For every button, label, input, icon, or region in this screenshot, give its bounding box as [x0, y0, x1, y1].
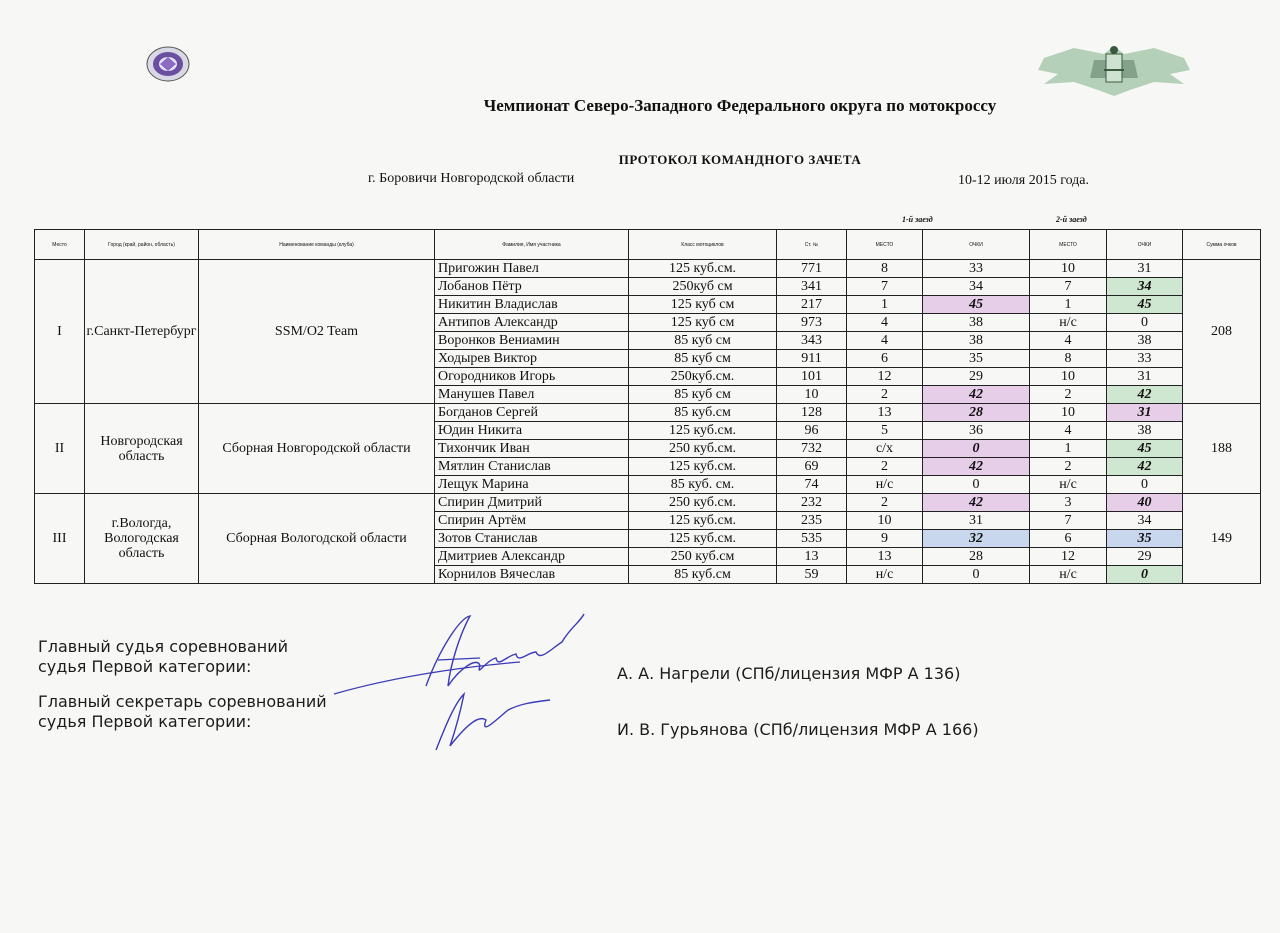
- col-header: Наименование команды (клуба): [199, 230, 435, 260]
- race1-place-cell: 5: [847, 422, 923, 440]
- rider-class-cell: 250 куб.см.: [629, 494, 777, 512]
- race1-place-cell: н/с: [847, 566, 923, 584]
- document-title: Чемпионат Северо-Западного Федерального округа по мотокроссу: [483, 96, 997, 115]
- rider-class-cell: 125 куб см: [629, 314, 777, 332]
- race1-points-cell: 34: [923, 278, 1030, 296]
- race1-place-cell: 2: [847, 386, 923, 404]
- secretary-signature: [420, 680, 560, 760]
- rider-class-cell: 125 куб.см.: [629, 512, 777, 530]
- rider-name-cell: Пригожин Павел: [435, 260, 629, 278]
- race1-points-cell: 28: [923, 404, 1030, 422]
- rider-name-cell: Огородников Игорь: [435, 368, 629, 386]
- rider-number-cell: 732: [777, 440, 847, 458]
- rider-name-cell: Воронков Вениамин: [435, 332, 629, 350]
- rider-name-cell: Богданов Сергей: [435, 404, 629, 422]
- race2-points-cell: 40: [1107, 494, 1183, 512]
- team-results-table: [34, 229, 1261, 584]
- rider-number-cell: 217: [777, 296, 847, 314]
- rider-name-cell: Мятлин Станислав: [435, 458, 629, 476]
- race2-place-cell: 10: [1030, 368, 1107, 386]
- race2-points-cell: 45: [1107, 296, 1183, 314]
- race2-points-cell: 38: [1107, 422, 1183, 440]
- rider-name-cell: Дмитриев Александр: [435, 548, 629, 566]
- team-sum-cell: 149: [1183, 494, 1261, 584]
- race2-points-cell: 34: [1107, 278, 1183, 296]
- race2-place-cell: 4: [1030, 332, 1107, 350]
- race1-place-cell: 13: [847, 548, 923, 566]
- rider-number-cell: 13: [777, 548, 847, 566]
- team-sum-cell: 208: [1183, 260, 1261, 404]
- table-header-row: [35, 230, 1261, 260]
- race-1-label: 1-й заезд: [902, 215, 933, 224]
- race1-points-cell: 35: [923, 350, 1030, 368]
- race2-points-cell: 33: [1107, 350, 1183, 368]
- race1-place-cell: 4: [847, 314, 923, 332]
- rider-name-cell: Манушев Павел: [435, 386, 629, 404]
- rider-class-cell: 85 куб см: [629, 386, 777, 404]
- federation-emblem-icon: [146, 46, 190, 82]
- race2-place-cell: 12: [1030, 548, 1107, 566]
- race1-place-cell: 9: [847, 530, 923, 548]
- race2-points-cell: 42: [1107, 458, 1183, 476]
- race2-place-cell: 1: [1030, 296, 1107, 314]
- rider-number-cell: 96: [777, 422, 847, 440]
- eagle-emblem-icon: [1034, 40, 1194, 98]
- race1-place-cell: 7: [847, 278, 923, 296]
- team-city-cell: г.Вологда, Вологодская область: [85, 494, 199, 584]
- rider-number-cell: 10: [777, 386, 847, 404]
- col-header: Место: [35, 230, 85, 260]
- race2-place-cell: н/с: [1030, 476, 1107, 494]
- rider-name-cell: Антипов Александр: [435, 314, 629, 332]
- event-location: г. Боровичи Новгородской области: [368, 171, 575, 186]
- rider-class-cell: 125 куб.см.: [629, 260, 777, 278]
- race1-points-cell: 42: [923, 494, 1030, 512]
- rider-number-cell: 343: [777, 332, 847, 350]
- race1-points-cell: 42: [923, 386, 1030, 404]
- race2-points-cell: 45: [1107, 440, 1183, 458]
- rider-number-cell: 973: [777, 314, 847, 332]
- judge-role-line-2: судья Первой категории:: [38, 657, 252, 676]
- race1-place-cell: 4: [847, 332, 923, 350]
- rider-class-cell: 85 куб см: [629, 350, 777, 368]
- rider-name-cell: Лобанов Пётр: [435, 278, 629, 296]
- race1-points-cell: 32: [923, 530, 1030, 548]
- race2-points-cell: 31: [1107, 368, 1183, 386]
- team-place-cell: II: [35, 404, 85, 494]
- col-header: МЕСТО: [1030, 230, 1107, 260]
- race2-place-cell: 1: [1030, 440, 1107, 458]
- secretary-role: [38, 692, 327, 732]
- race1-points-cell: 38: [923, 314, 1030, 332]
- secretary-role-line-1: Главный секретарь соревнований: [38, 692, 327, 711]
- rider-name-cell: Спирин Дмитрий: [435, 494, 629, 512]
- race1-place-cell: 2: [847, 458, 923, 476]
- race2-place-cell: 6: [1030, 530, 1107, 548]
- team-place-cell: I: [35, 260, 85, 404]
- rider-class-cell: 85 куб. см.: [629, 476, 777, 494]
- team-sum-cell: 188: [1183, 404, 1261, 494]
- rider-name-cell: Никитин Владислав: [435, 296, 629, 314]
- col-header: МЕСТО: [847, 230, 923, 260]
- race2-points-cell: 38: [1107, 332, 1183, 350]
- race2-points-cell: 29: [1107, 548, 1183, 566]
- table-body: [35, 260, 1261, 584]
- race1-place-cell: 12: [847, 368, 923, 386]
- col-header: ОЧКИ: [1107, 230, 1183, 260]
- team-place-cell: III: [35, 494, 85, 584]
- rider-number-cell: 341: [777, 278, 847, 296]
- judge-role-line-1: Главный судья соревнований: [38, 637, 289, 656]
- judge-name: А. А. Нагрели (СПб/лицензия МФР А 136): [617, 664, 961, 683]
- col-header: Фамилия, Имя участника: [435, 230, 629, 260]
- rider-class-cell: 250 куб.см.: [629, 440, 777, 458]
- race1-place-cell: 8: [847, 260, 923, 278]
- race2-points-cell: 0: [1107, 476, 1183, 494]
- race1-place-cell: 2: [847, 494, 923, 512]
- team-name-cell: Сборная Вологодской области: [199, 494, 435, 584]
- race2-place-cell: 4: [1030, 422, 1107, 440]
- race1-points-cell: 28: [923, 548, 1030, 566]
- table-row: [35, 494, 1261, 512]
- col-header: Сумма очков: [1183, 230, 1261, 260]
- rider-class-cell: 250куб см: [629, 278, 777, 296]
- rider-number-cell: 69: [777, 458, 847, 476]
- race2-place-cell: 10: [1030, 404, 1107, 422]
- secretary-role-line-2: судья Первой категории:: [38, 712, 252, 731]
- col-header: Город (край, район, область): [85, 230, 199, 260]
- race-2-label: 2-й заезд: [1056, 215, 1087, 224]
- race2-points-cell: 35: [1107, 530, 1183, 548]
- race2-points-cell: 31: [1107, 404, 1183, 422]
- race2-place-cell: 2: [1030, 458, 1107, 476]
- team-name-cell: Сборная Новгородской области: [199, 404, 435, 494]
- race1-place-cell: н/с: [847, 476, 923, 494]
- rider-number-cell: 535: [777, 530, 847, 548]
- race1-place-cell: 13: [847, 404, 923, 422]
- rider-number-cell: 771: [777, 260, 847, 278]
- event-dates: 10-12 июля 2015 года.: [958, 173, 1090, 188]
- rider-number-cell: 101: [777, 368, 847, 386]
- race2-place-cell: 8: [1030, 350, 1107, 368]
- rider-name-cell: Лещук Марина: [435, 476, 629, 494]
- race2-points-cell: 34: [1107, 512, 1183, 530]
- race1-place-cell: 1: [847, 296, 923, 314]
- rider-class-cell: 85 куб см: [629, 332, 777, 350]
- race2-place-cell: 7: [1030, 512, 1107, 530]
- rider-number-cell: 59: [777, 566, 847, 584]
- rider-number-cell: 74: [777, 476, 847, 494]
- race1-place-cell: с/х: [847, 440, 923, 458]
- race1-points-cell: 33: [923, 260, 1030, 278]
- rider-number-cell: 235: [777, 512, 847, 530]
- race2-place-cell: 7: [1030, 278, 1107, 296]
- rider-class-cell: 250куб.см.: [629, 368, 777, 386]
- rider-name-cell: Корнилов Вячеслав: [435, 566, 629, 584]
- rider-class-cell: 125 куб.см.: [629, 458, 777, 476]
- rider-class-cell: 125 куб.см.: [629, 422, 777, 440]
- race2-points-cell: 42: [1107, 386, 1183, 404]
- race1-points-cell: 38: [923, 332, 1030, 350]
- race1-points-cell: 0: [923, 566, 1030, 584]
- race1-points-cell: 42: [923, 458, 1030, 476]
- race2-place-cell: 10: [1030, 260, 1107, 278]
- race2-place-cell: 2: [1030, 386, 1107, 404]
- rider-number-cell: 911: [777, 350, 847, 368]
- team-city-cell: г.Санкт-Петербург: [85, 260, 199, 404]
- rider-name-cell: Тихончик Иван: [435, 440, 629, 458]
- race1-place-cell: 10: [847, 512, 923, 530]
- judge-role: [38, 637, 288, 677]
- table-row: [35, 404, 1261, 422]
- race2-place-cell: 3: [1030, 494, 1107, 512]
- race1-place-cell: 6: [847, 350, 923, 368]
- rider-name-cell: Спирин Артём: [435, 512, 629, 530]
- rider-class-cell: 85 куб.см: [629, 566, 777, 584]
- rider-number-cell: 232: [777, 494, 847, 512]
- rider-number-cell: 128: [777, 404, 847, 422]
- race2-place-cell: н/с: [1030, 314, 1107, 332]
- team-name-cell: SSM/O2 Team: [199, 260, 435, 404]
- team-city-cell: Новгородская область: [85, 404, 199, 494]
- col-header: ОЧКИ: [923, 230, 1030, 260]
- race2-points-cell: 31: [1107, 260, 1183, 278]
- col-header: Класс мотоциклов: [629, 230, 777, 260]
- race2-place-cell: н/с: [1030, 566, 1107, 584]
- race2-points-cell: 0: [1107, 314, 1183, 332]
- race1-points-cell: 31: [923, 512, 1030, 530]
- rider-class-cell: 125 куб.см.: [629, 530, 777, 548]
- rider-name-cell: Зотов Станислав: [435, 530, 629, 548]
- rider-name-cell: Ходырев Виктор: [435, 350, 629, 368]
- rider-class-cell: 85 куб.см: [629, 404, 777, 422]
- rider-name-cell: Юдин Никита: [435, 422, 629, 440]
- race1-points-cell: 36: [923, 422, 1030, 440]
- race1-points-cell: 0: [923, 476, 1030, 494]
- race1-points-cell: 0: [923, 440, 1030, 458]
- race1-points-cell: 45: [923, 296, 1030, 314]
- race1-points-cell: 29: [923, 368, 1030, 386]
- table-row: [35, 260, 1261, 278]
- secretary-name: И. В. Гурьянова (СПб/лицензия МФР А 166): [617, 720, 979, 739]
- protocol-heading: ПРОТОКОЛ КОМАНДНОГО ЗАЧЕТА: [618, 152, 862, 167]
- race2-points-cell: 0: [1107, 566, 1183, 584]
- col-header: Ст. №: [777, 230, 847, 260]
- rider-class-cell: 250 куб.см: [629, 548, 777, 566]
- rider-class-cell: 125 куб см: [629, 296, 777, 314]
